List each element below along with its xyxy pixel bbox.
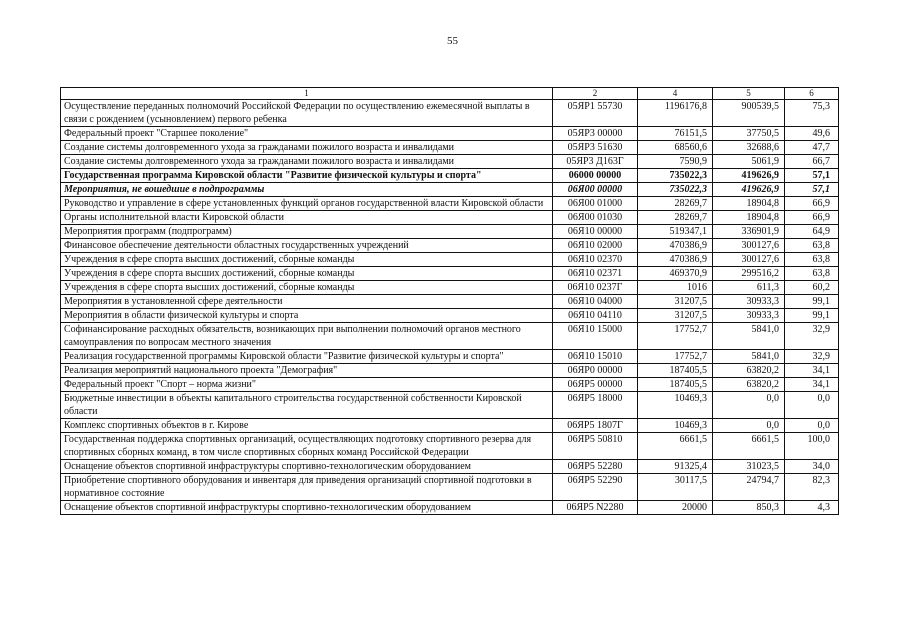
budget-table [60, 87, 839, 515]
row-name-cell: Государственная поддержка спортивных организаций, осуществляющих подготовку спортивного резерва для спортивных сборных команд, в том числе спортивных сборных команд Российской Федерации [61, 433, 553, 460]
table-row [61, 323, 839, 350]
row-value-col4: 10469,3 [638, 419, 713, 433]
row-value-col4: 91325,4 [638, 460, 713, 474]
row-value-col5: 419626,9 [713, 169, 785, 183]
row-name-cell: Оснащение объектов спортивной инфраструктуры спортивно-технологическим оборудованием [61, 501, 553, 515]
row-name-cell: Мероприятия, не вошедшие в подпрограммы [61, 183, 553, 197]
row-value-col6: 60,2 [785, 281, 839, 295]
row-value-col4: 187405,5 [638, 378, 713, 392]
row-code-cell: 06ЯР5 52280 [553, 460, 638, 474]
row-name-cell: Финансовое обеспечение деятельности областных государственных учреждений [61, 239, 553, 253]
row-value-col4: 17752,7 [638, 323, 713, 350]
row-value-col4: 31207,5 [638, 295, 713, 309]
row-value-col6: 57,1 [785, 183, 839, 197]
row-code-cell: 06Я10 04000 [553, 295, 638, 309]
row-code-cell: 06000 00000 [553, 169, 638, 183]
row-name-cell: Осуществление переданных полномочий Российской Федерации по осуществлению ежемесячной выплаты в связи с рождением (усыновлением) первого ребенка [61, 100, 553, 127]
row-code-cell: 06Я10 02370 [553, 253, 638, 267]
row-code-cell: 06Я10 02000 [553, 239, 638, 253]
row-code-cell: 06Я00 00000 [553, 183, 638, 197]
column-header: 5 [713, 88, 785, 100]
row-code-cell: 06ЯР5 52290 [553, 474, 638, 501]
row-value-col4: 735022,3 [638, 183, 713, 197]
row-name-cell: Создание системы долговременного ухода за гражданами пожилого возраста и инвалидами [61, 141, 553, 155]
row-value-col4: 519347,1 [638, 225, 713, 239]
row-value-col5: 299516,2 [713, 267, 785, 281]
row-value-col5: 30933,3 [713, 295, 785, 309]
row-name-cell: Органы исполнительной власти Кировской области [61, 211, 553, 225]
table-row [61, 211, 839, 225]
row-name-cell: Реализация мероприятий национального проекта "Демография" [61, 364, 553, 378]
page-number: 55 [447, 35, 458, 47]
row-value-col6: 82,3 [785, 474, 839, 501]
row-value-col6: 34,1 [785, 378, 839, 392]
row-value-col5: 30933,3 [713, 309, 785, 323]
row-name-cell: Бюджетные инвестиции в объекты капитального строительства государственной собственности Кировской области [61, 392, 553, 419]
table-row [61, 100, 839, 127]
column-header: 1 [61, 88, 553, 100]
table-row [61, 197, 839, 211]
row-code-cell: 06Я10 00000 [553, 225, 638, 239]
table-row [61, 350, 839, 364]
row-value-col4: 17752,7 [638, 350, 713, 364]
row-value-col5: 5841,0 [713, 350, 785, 364]
row-value-col4: 1196176,8 [638, 100, 713, 127]
table-row [61, 253, 839, 267]
row-value-col5: 611,3 [713, 281, 785, 295]
row-value-col4: 28269,7 [638, 211, 713, 225]
row-name-cell: Реализация государственной программы Кировской области "Развитие физической культуры и спорта" [61, 350, 553, 364]
row-value-col4: 31207,5 [638, 309, 713, 323]
row-name-cell: Руководство и управление в сфере установленных функций органов государственной власти Кировской области [61, 197, 553, 211]
row-code-cell: 06ЯР0 00000 [553, 364, 638, 378]
table-row [61, 364, 839, 378]
row-name-cell: Приобретение спортивного оборудования и инвентаря для приведения организаций спортивной подготовки в нормативное состояние [61, 474, 553, 501]
row-name-cell: Учреждения в сфере спорта высших достижений, сборные команды [61, 253, 553, 267]
table-row [61, 460, 839, 474]
row-value-col4: 10469,3 [638, 392, 713, 419]
row-value-col5: 32688,6 [713, 141, 785, 155]
column-header: 4 [638, 88, 713, 100]
row-value-col6: 32,9 [785, 350, 839, 364]
row-code-cell: 06Я10 02371 [553, 267, 638, 281]
row-code-cell: 06ЯР5 1807Г [553, 419, 638, 433]
row-value-col4: 28269,7 [638, 197, 713, 211]
column-header: 6 [785, 88, 839, 100]
row-value-col5: 63820,2 [713, 364, 785, 378]
row-value-col6: 64,9 [785, 225, 839, 239]
table-header-row [61, 88, 839, 100]
row-value-col6: 99,1 [785, 309, 839, 323]
row-value-col5: 18904,8 [713, 211, 785, 225]
row-code-cell: 06Я10 0237Г [553, 281, 638, 295]
row-value-col5: 419626,9 [713, 183, 785, 197]
row-value-col5: 24794,7 [713, 474, 785, 501]
row-value-col5: 0,0 [713, 392, 785, 419]
row-name-cell: Учреждения в сфере спорта высших достижений, сборные команды [61, 267, 553, 281]
table-row [61, 295, 839, 309]
row-value-col6: 49,6 [785, 127, 839, 141]
row-value-col5: 0,0 [713, 419, 785, 433]
row-value-col4: 6661,5 [638, 433, 713, 460]
row-value-col6: 100,0 [785, 433, 839, 460]
row-value-col4: 1016 [638, 281, 713, 295]
table-row [61, 239, 839, 253]
row-value-col5: 336901,9 [713, 225, 785, 239]
table-row [61, 225, 839, 239]
row-value-col6: 63,8 [785, 253, 839, 267]
row-value-col5: 900539,5 [713, 100, 785, 127]
table-row [61, 141, 839, 155]
row-name-cell: Создание системы долговременного ухода за гражданами пожилого возраста и инвалидами [61, 155, 553, 169]
table-row [61, 419, 839, 433]
row-code-cell: 06ЯР5 00000 [553, 378, 638, 392]
row-code-cell: 06ЯР5 N2280 [553, 501, 638, 515]
table-row [61, 183, 839, 197]
row-name-cell: Мероприятия в установленной сфере деятельности [61, 295, 553, 309]
row-value-col6: 32,9 [785, 323, 839, 350]
row-value-col5: 300127,6 [713, 253, 785, 267]
row-value-col4: 20000 [638, 501, 713, 515]
row-value-col5: 31023,5 [713, 460, 785, 474]
row-value-col5: 5841,0 [713, 323, 785, 350]
row-name-cell: Оснащение объектов спортивной инфраструктуры спортивно-технологическим оборудованием [61, 460, 553, 474]
row-value-col5: 6661,5 [713, 433, 785, 460]
table-row [61, 267, 839, 281]
row-value-col5: 5061,9 [713, 155, 785, 169]
row-code-cell: 06ЯР5 18000 [553, 392, 638, 419]
row-value-col5: 18904,8 [713, 197, 785, 211]
row-value-col4: 187405,5 [638, 364, 713, 378]
row-value-col4: 68560,6 [638, 141, 713, 155]
row-code-cell: 05ЯР3 51630 [553, 141, 638, 155]
table-row [61, 501, 839, 515]
row-name-cell: Федеральный проект "Старшее поколение" [61, 127, 553, 141]
row-value-col6: 66,9 [785, 197, 839, 211]
row-value-col5: 850,3 [713, 501, 785, 515]
table-row [61, 474, 839, 501]
row-value-col6: 34,1 [785, 364, 839, 378]
row-value-col6: 0,0 [785, 392, 839, 419]
table-row [61, 392, 839, 419]
row-code-cell: 06Я00 01000 [553, 197, 638, 211]
table-row [61, 155, 839, 169]
row-value-col4: 735022,3 [638, 169, 713, 183]
row-name-cell: Мероприятия программ (подпрограмм) [61, 225, 553, 239]
row-value-col6: 63,8 [785, 239, 839, 253]
row-code-cell: 06Я00 01030 [553, 211, 638, 225]
row-value-col4: 7590,9 [638, 155, 713, 169]
row-code-cell: 06Я10 15000 [553, 323, 638, 350]
row-name-cell: Софинансирование расходных обязательств, возникающих при выполнении полномочий органов местного самоуправления по вопросам местного значения [61, 323, 553, 350]
row-value-col5: 300127,6 [713, 239, 785, 253]
column-header: 2 [553, 88, 638, 100]
row-value-col5: 37750,5 [713, 127, 785, 141]
table-row [61, 281, 839, 295]
row-code-cell: 06ЯР5 50810 [553, 433, 638, 460]
row-value-col4: 470386,9 [638, 239, 713, 253]
row-value-col6: 66,9 [785, 211, 839, 225]
table-row [61, 127, 839, 141]
row-value-col6: 57,1 [785, 169, 839, 183]
row-name-cell: Учреждения в сфере спорта высших достижений, сборные команды [61, 281, 553, 295]
row-name-cell: Федеральный проект "Спорт – норма жизни" [61, 378, 553, 392]
table-row [61, 169, 839, 183]
row-value-col4: 469370,9 [638, 267, 713, 281]
row-code-cell: 05ЯР3 00000 [553, 127, 638, 141]
table-row [61, 433, 839, 460]
table-row [61, 378, 839, 392]
row-name-cell: Государственная программа Кировской области "Развитие физической культуры и спорта" [61, 169, 553, 183]
row-code-cell: 05ЯР3 Д163Г [553, 155, 638, 169]
table-row [61, 309, 839, 323]
row-name-cell: Мероприятия в области физической культуры и спорта [61, 309, 553, 323]
row-code-cell: 05ЯР1 55730 [553, 100, 638, 127]
row-value-col6: 99,1 [785, 295, 839, 309]
row-value-col6: 4,3 [785, 501, 839, 515]
row-code-cell: 06Я10 04110 [553, 309, 638, 323]
row-code-cell: 06Я10 15010 [553, 350, 638, 364]
row-value-col4: 76151,5 [638, 127, 713, 141]
row-value-col5: 63820,2 [713, 378, 785, 392]
row-value-col4: 30117,5 [638, 474, 713, 501]
row-value-col6: 75,3 [785, 100, 839, 127]
row-value-col6: 0,0 [785, 419, 839, 433]
row-value-col6: 34,0 [785, 460, 839, 474]
row-name-cell: Комплекс спортивных объектов в г. Кирове [61, 419, 553, 433]
row-value-col6: 66,7 [785, 155, 839, 169]
row-value-col4: 470386,9 [638, 253, 713, 267]
row-value-col6: 63,8 [785, 267, 839, 281]
row-value-col6: 47,7 [785, 141, 839, 155]
